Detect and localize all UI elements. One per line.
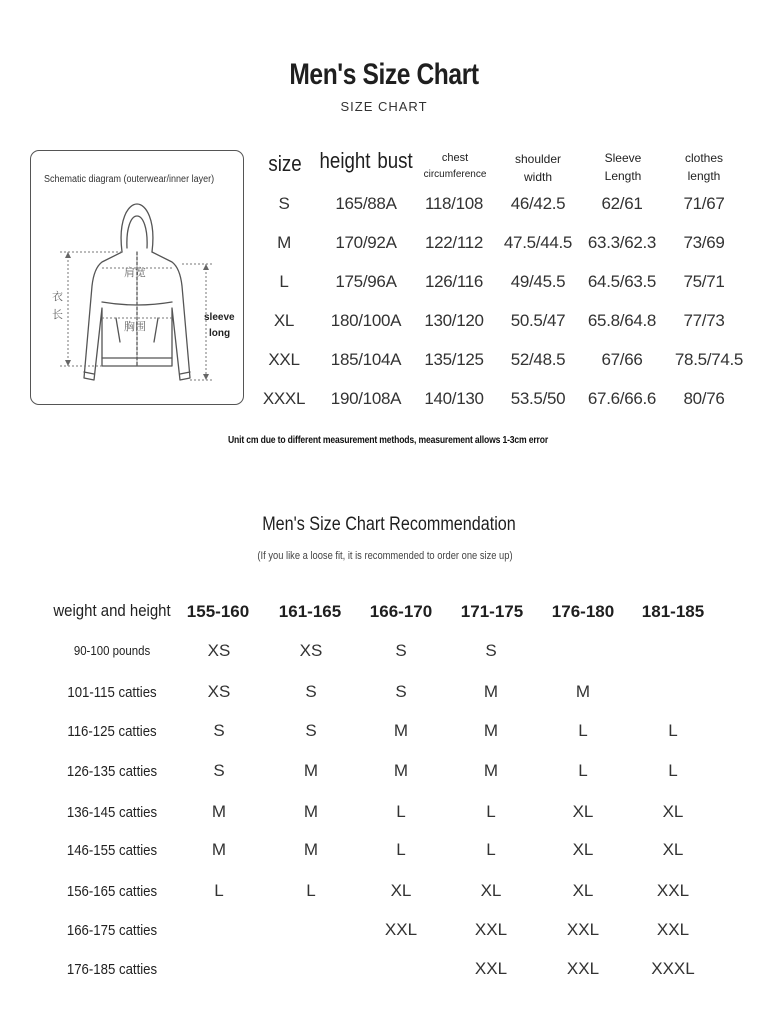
clothes-length-cell: 73/69 — [683, 233, 725, 252]
recommended-size-cell: XXL — [656, 920, 690, 939]
height-bust-cell: 190/108A — [330, 389, 402, 408]
header-chest-1: chest — [441, 152, 469, 164]
size-cell: XXL — [268, 350, 300, 369]
height-bust-cell: 175/96A — [335, 272, 397, 291]
length-annotation-1: 衣 — [52, 291, 63, 303]
recommended-size-cell: L — [578, 721, 588, 740]
shoulder-cell: 46/42.5 — [510, 194, 566, 213]
recommended-size-cell: XL — [390, 881, 412, 900]
weight-row-label: 166-175 catties — [66, 922, 158, 939]
recommended-size-cell: XS — [207, 682, 231, 701]
height-column-header: 171-175 — [460, 602, 524, 621]
height-bust-cell: 185/104A — [330, 350, 402, 369]
header-bust: bust — [377, 148, 413, 173]
sleeve-cell: 62/61 — [601, 194, 643, 213]
header-chest-2: circumference — [423, 169, 487, 180]
height-column-header: 161-165 — [278, 602, 342, 621]
recommended-size-cell: XXL — [566, 920, 600, 939]
recommended-size-cell: M — [211, 840, 227, 859]
recommended-size-cell: XL — [662, 802, 684, 821]
page-title: Men's Size Chart — [289, 58, 479, 91]
recommended-size-cell: M — [483, 761, 499, 780]
chest-cell: 130/120 — [424, 311, 484, 330]
height-bust-cell: 180/100A — [330, 311, 402, 330]
weight-row-label: 101-115 catties — [67, 684, 157, 701]
weight-row-label: 156-165 catties — [66, 883, 158, 900]
weight-row-label: 176-185 catties — [66, 961, 158, 978]
size-cell: XL — [273, 311, 295, 330]
recommended-size-cell: L — [306, 881, 316, 900]
recommended-size-cell: XXL — [474, 920, 508, 939]
chest-cell: 135/125 — [424, 350, 484, 369]
sleeve-annotation-1: sleeve — [204, 312, 235, 323]
recommended-size-cell: M — [303, 840, 319, 859]
height-column-header: 176-180 — [551, 602, 615, 621]
size-cell: L — [279, 272, 289, 291]
recommended-size-cell: L — [486, 802, 496, 821]
weight-height-label: weight and height — [53, 601, 171, 620]
recommended-size-cell: XS — [207, 641, 231, 660]
weight-row-label: 116-125 catties — [67, 723, 157, 740]
clothes-length-cell: 77/73 — [683, 311, 725, 330]
diagram-label: Schematic diagram (outerwear/inner layer) — [44, 174, 215, 185]
recommended-size-cell: L — [396, 840, 406, 859]
recommended-size-cell: S — [213, 721, 225, 740]
recommended-size-cell: S — [485, 641, 497, 660]
recommended-size-cell: XL — [572, 840, 594, 859]
header-shoulder-2: width — [523, 170, 552, 184]
chest-cell: 126/116 — [424, 272, 484, 291]
recommendation-subtitle: (If you like a loose fit, it is recommended to order one size up) — [257, 550, 513, 562]
recommended-size-cell: M — [303, 802, 319, 821]
height-column-header: 155-160 — [186, 602, 250, 621]
recommended-size-cell: XL — [572, 881, 594, 900]
shoulder-cell: 50.5/47 — [510, 311, 566, 330]
recommended-size-cell: XXL — [384, 920, 418, 939]
length-annotation-2: 长 — [52, 309, 63, 321]
chest-cell: 122/112 — [424, 233, 484, 252]
recommended-size-cell: S — [305, 682, 317, 701]
recommended-size-cell: S — [213, 761, 225, 780]
sleeve-cell: 64.5/63.5 — [587, 272, 657, 291]
header-size: size — [268, 151, 302, 176]
height-column-header: 166-170 — [369, 602, 433, 621]
header-shoulder-1: shoulder — [514, 152, 562, 166]
clothes-length-cell: 71/67 — [683, 194, 725, 213]
page-subtitle: SIZE CHART — [340, 99, 428, 114]
chest-cell: 140/130 — [424, 389, 484, 408]
recommended-size-cell: XL — [662, 840, 684, 859]
sleeve-cell: 63.3/62.3 — [587, 233, 657, 252]
recommended-size-cell: XL — [480, 881, 502, 900]
recommended-size-cell: L — [668, 721, 678, 740]
measurement-note: Unit cm due to different measurement methods, measurement allows 1-3cm error — [227, 434, 549, 446]
header-sleeve-2: Length — [604, 169, 642, 183]
recommended-size-cell: M — [303, 761, 319, 780]
recommended-size-cell: XS — [299, 641, 323, 660]
sleeve-cell: 67/66 — [601, 350, 643, 369]
recommended-size-cell: M — [483, 682, 499, 701]
recommended-size-cell: M — [575, 682, 591, 701]
shoulder-cell: 47.5/44.5 — [503, 233, 573, 252]
clothes-length-cell: 75/71 — [683, 272, 725, 291]
weight-row-label: 126-135 catties — [66, 763, 158, 780]
height-column-header: 181-185 — [641, 602, 705, 621]
shoulder-annotation: 肩宽 — [124, 267, 146, 279]
sleeve-annotation-2: long — [209, 328, 231, 339]
shoulder-cell: 52/48.5 — [510, 350, 566, 369]
clothes-length-cell: 78.5/74.5 — [674, 350, 744, 369]
recommendation-title: Men's Size Chart Recommendation — [262, 514, 516, 535]
chest-cell: 118/108 — [424, 194, 484, 213]
recommended-size-cell: XL — [572, 802, 594, 821]
recommended-size-cell: S — [305, 721, 317, 740]
weight-row-label: 90-100 pounds — [73, 643, 151, 658]
recommended-size-cell: M — [393, 761, 409, 780]
recommended-size-cell: XXL — [474, 959, 508, 978]
shoulder-cell: 49/45.5 — [510, 272, 566, 291]
size-cell: M — [277, 233, 291, 252]
recommended-size-cell: XXL — [656, 881, 690, 900]
size-cell: S — [278, 194, 290, 213]
header-clothes-1: clothes — [684, 151, 724, 165]
height-bust-cell: 170/92A — [335, 233, 397, 252]
recommended-size-cell: L — [486, 840, 496, 859]
header-height: height — [319, 148, 371, 173]
height-bust-cell: 165/88A — [335, 194, 397, 213]
header-clothes-2: length — [687, 169, 721, 183]
header-sleeve-1: Sleeve — [604, 151, 642, 165]
recommended-size-cell: M — [211, 802, 227, 821]
recommended-size-cell: S — [395, 682, 407, 701]
chest-annotation: 胸围 — [124, 321, 146, 333]
clothes-length-cell: 80/76 — [683, 389, 725, 408]
size-cell: XXXL — [262, 389, 306, 408]
recommended-size-cell: M — [393, 721, 409, 740]
recommended-size-cell: L — [578, 761, 588, 780]
recommended-size-cell: S — [395, 641, 407, 660]
weight-row-label: 136-145 catties — [66, 804, 158, 821]
recommended-size-cell: L — [668, 761, 678, 780]
recommended-size-cell: XXL — [566, 959, 600, 978]
recommended-size-cell: XXXL — [651, 959, 695, 978]
sleeve-cell: 65.8/64.8 — [587, 311, 657, 330]
shoulder-cell: 53.5/50 — [510, 389, 566, 408]
recommended-size-cell: L — [214, 881, 224, 900]
weight-row-label: 146-155 catties — [66, 842, 158, 859]
recommended-size-cell: L — [396, 802, 406, 821]
recommended-size-cell: M — [483, 721, 499, 740]
sleeve-cell: 67.6/66.6 — [587, 389, 657, 408]
